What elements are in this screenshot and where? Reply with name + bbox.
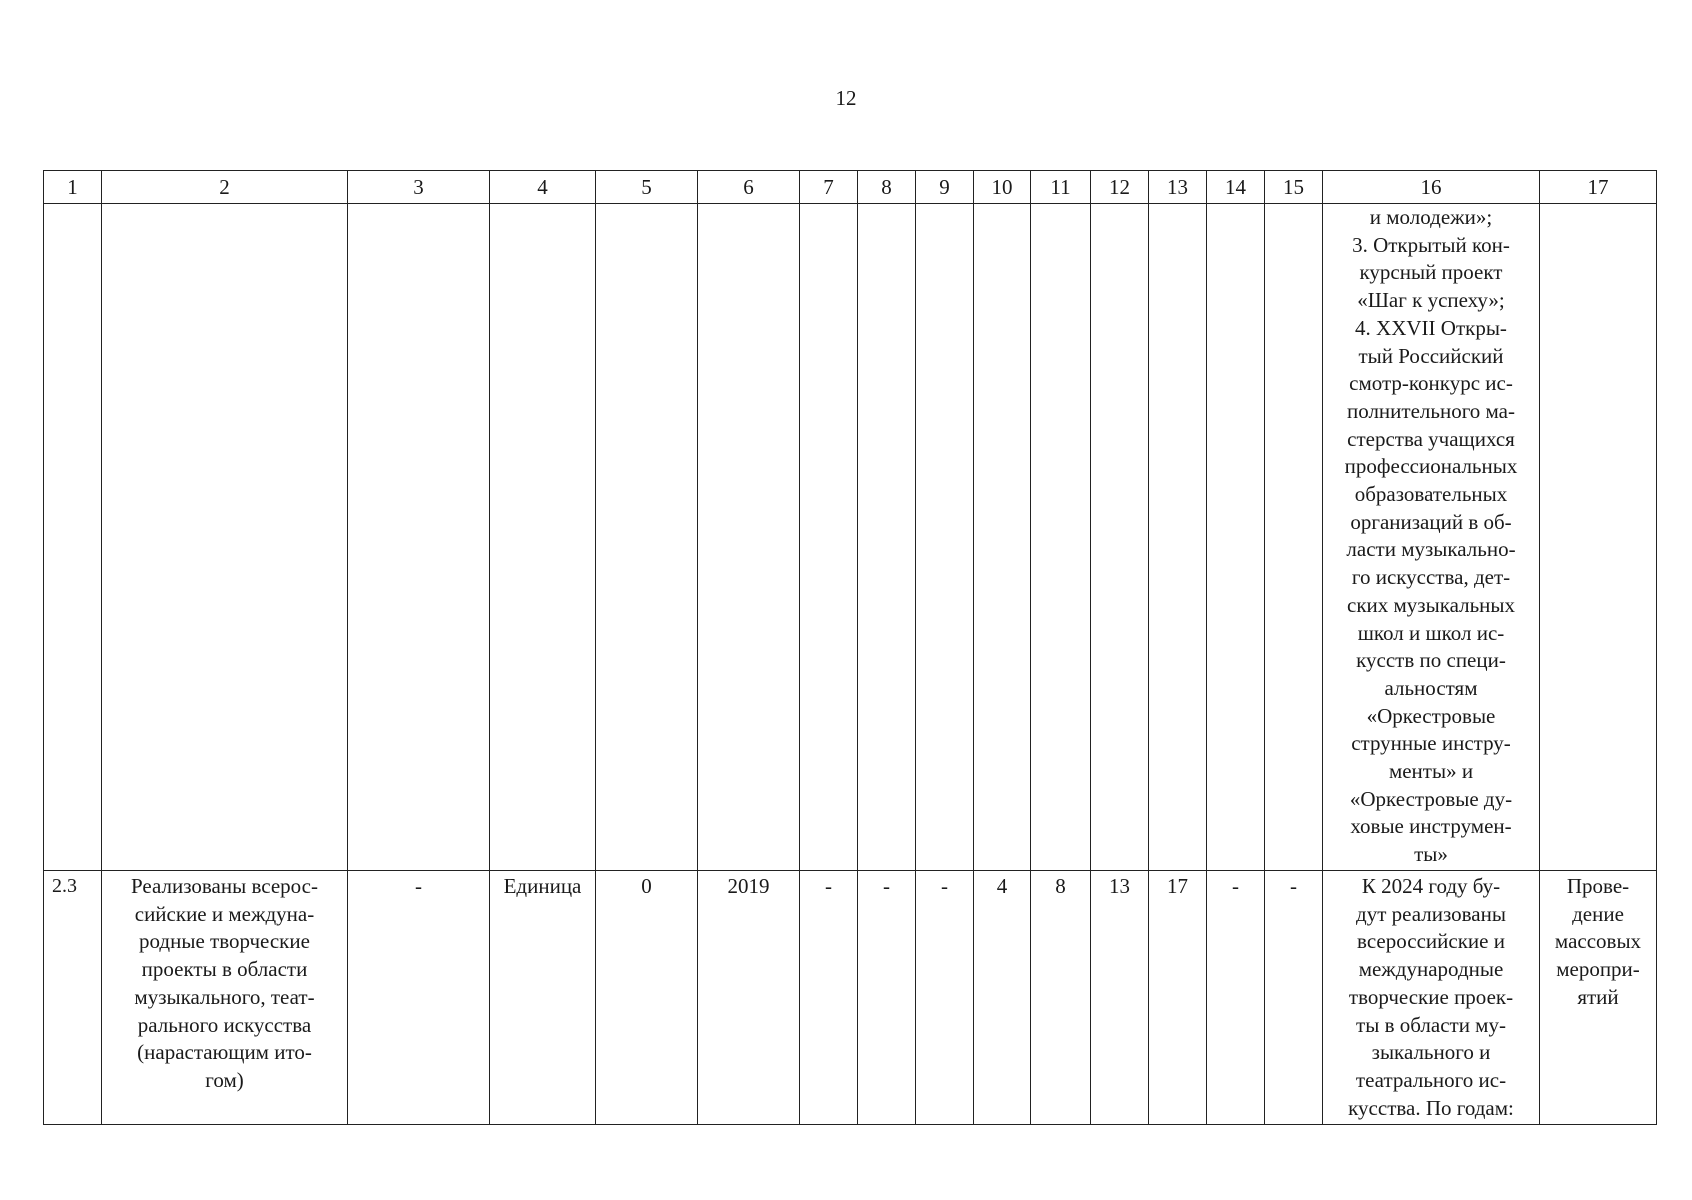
results-description-cell: и молодежи»; 3. Открытый кон- курсный проект «Шаг к успеху»; 4. XXVII Откры- тый Российский смотр-конкурс ис- полнительного ма- стерства учащихся профессиональных образовательных организаций в об- ласти музыкально- го искусства, дет- ских музыкальных школ и школ ис- кусств по специ- альностям «Оркестровые струнные инстру- менты» и «Оркестровые ду- ховые инструмен- ты» — [1323, 204, 1540, 871]
col-header: 13 — [1149, 171, 1207, 204]
col-header: 1 — [44, 171, 102, 204]
column-number-row — [44, 171, 1657, 204]
base-year-cell: 2019 — [698, 871, 800, 1125]
col-header: 7 — [800, 171, 858, 204]
table-cell — [1091, 204, 1149, 871]
col-header: 10 — [974, 171, 1031, 204]
table-cell — [698, 204, 800, 871]
col-header: 6 — [698, 171, 800, 204]
table-cell — [858, 204, 916, 871]
table-cell: - — [858, 871, 916, 1125]
table-cell: 17 — [1149, 871, 1207, 1125]
table-cell — [490, 204, 596, 871]
table-row — [44, 204, 1657, 871]
table-cell: - — [800, 871, 858, 1125]
table-cell — [348, 204, 490, 871]
table-cell — [596, 204, 698, 871]
indicator-name-cell: Реализованы всерос- сийские и междуна- родные творческие проекты в области музыкального, теат- рального искусства (нарастающим ито- гом) — [102, 871, 348, 1125]
col-header: 17 — [1540, 171, 1657, 204]
col-header: 8 — [858, 171, 916, 204]
col-header: 5 — [596, 171, 698, 204]
results-description-cell: К 2024 году бу- дут реализованы всероссийские и международные творческие проек- ты в области му- зыкального и театрального ис- кусства. По годам: — [1323, 871, 1540, 1125]
table-cell — [44, 204, 102, 871]
page-number: 12 — [835, 86, 857, 110]
table-cell: - — [1265, 871, 1323, 1125]
col-header: 9 — [916, 171, 974, 204]
table-cell: 13 — [1091, 871, 1149, 1125]
table-cell — [1149, 204, 1207, 871]
table-cell — [102, 204, 348, 871]
table-cell — [916, 204, 974, 871]
table-cell: - — [916, 871, 974, 1125]
col-header: 16 — [1323, 171, 1540, 204]
table-cell — [800, 204, 858, 871]
table-cell: 8 — [1031, 871, 1091, 1125]
col-header: 14 — [1207, 171, 1265, 204]
table-cell: 4 — [974, 871, 1031, 1125]
col-header: 15 — [1265, 171, 1323, 204]
col-header: 12 — [1091, 171, 1149, 204]
table-row-2-3 — [44, 871, 1657, 1125]
col-header: 11 — [1031, 171, 1091, 204]
table-cell — [1265, 204, 1323, 871]
table-cell — [974, 204, 1031, 871]
table-cell — [1031, 204, 1091, 871]
col-header: 3 — [348, 171, 490, 204]
table-cell — [1207, 204, 1265, 871]
table-cell: - — [348, 871, 490, 1125]
col-header: 4 — [490, 171, 596, 204]
table-cell — [1540, 204, 1657, 871]
row-number-cell: 2.3 — [44, 871, 102, 1125]
unit-cell: Единица — [490, 871, 596, 1125]
table-cell: - — [1207, 871, 1265, 1125]
mechanism-cell: Прове- дение массовых меропри- ятий — [1540, 871, 1657, 1125]
base-value-cell: 0 — [596, 871, 698, 1125]
col-header: 2 — [102, 171, 348, 204]
indicators-table — [43, 170, 1657, 1125]
